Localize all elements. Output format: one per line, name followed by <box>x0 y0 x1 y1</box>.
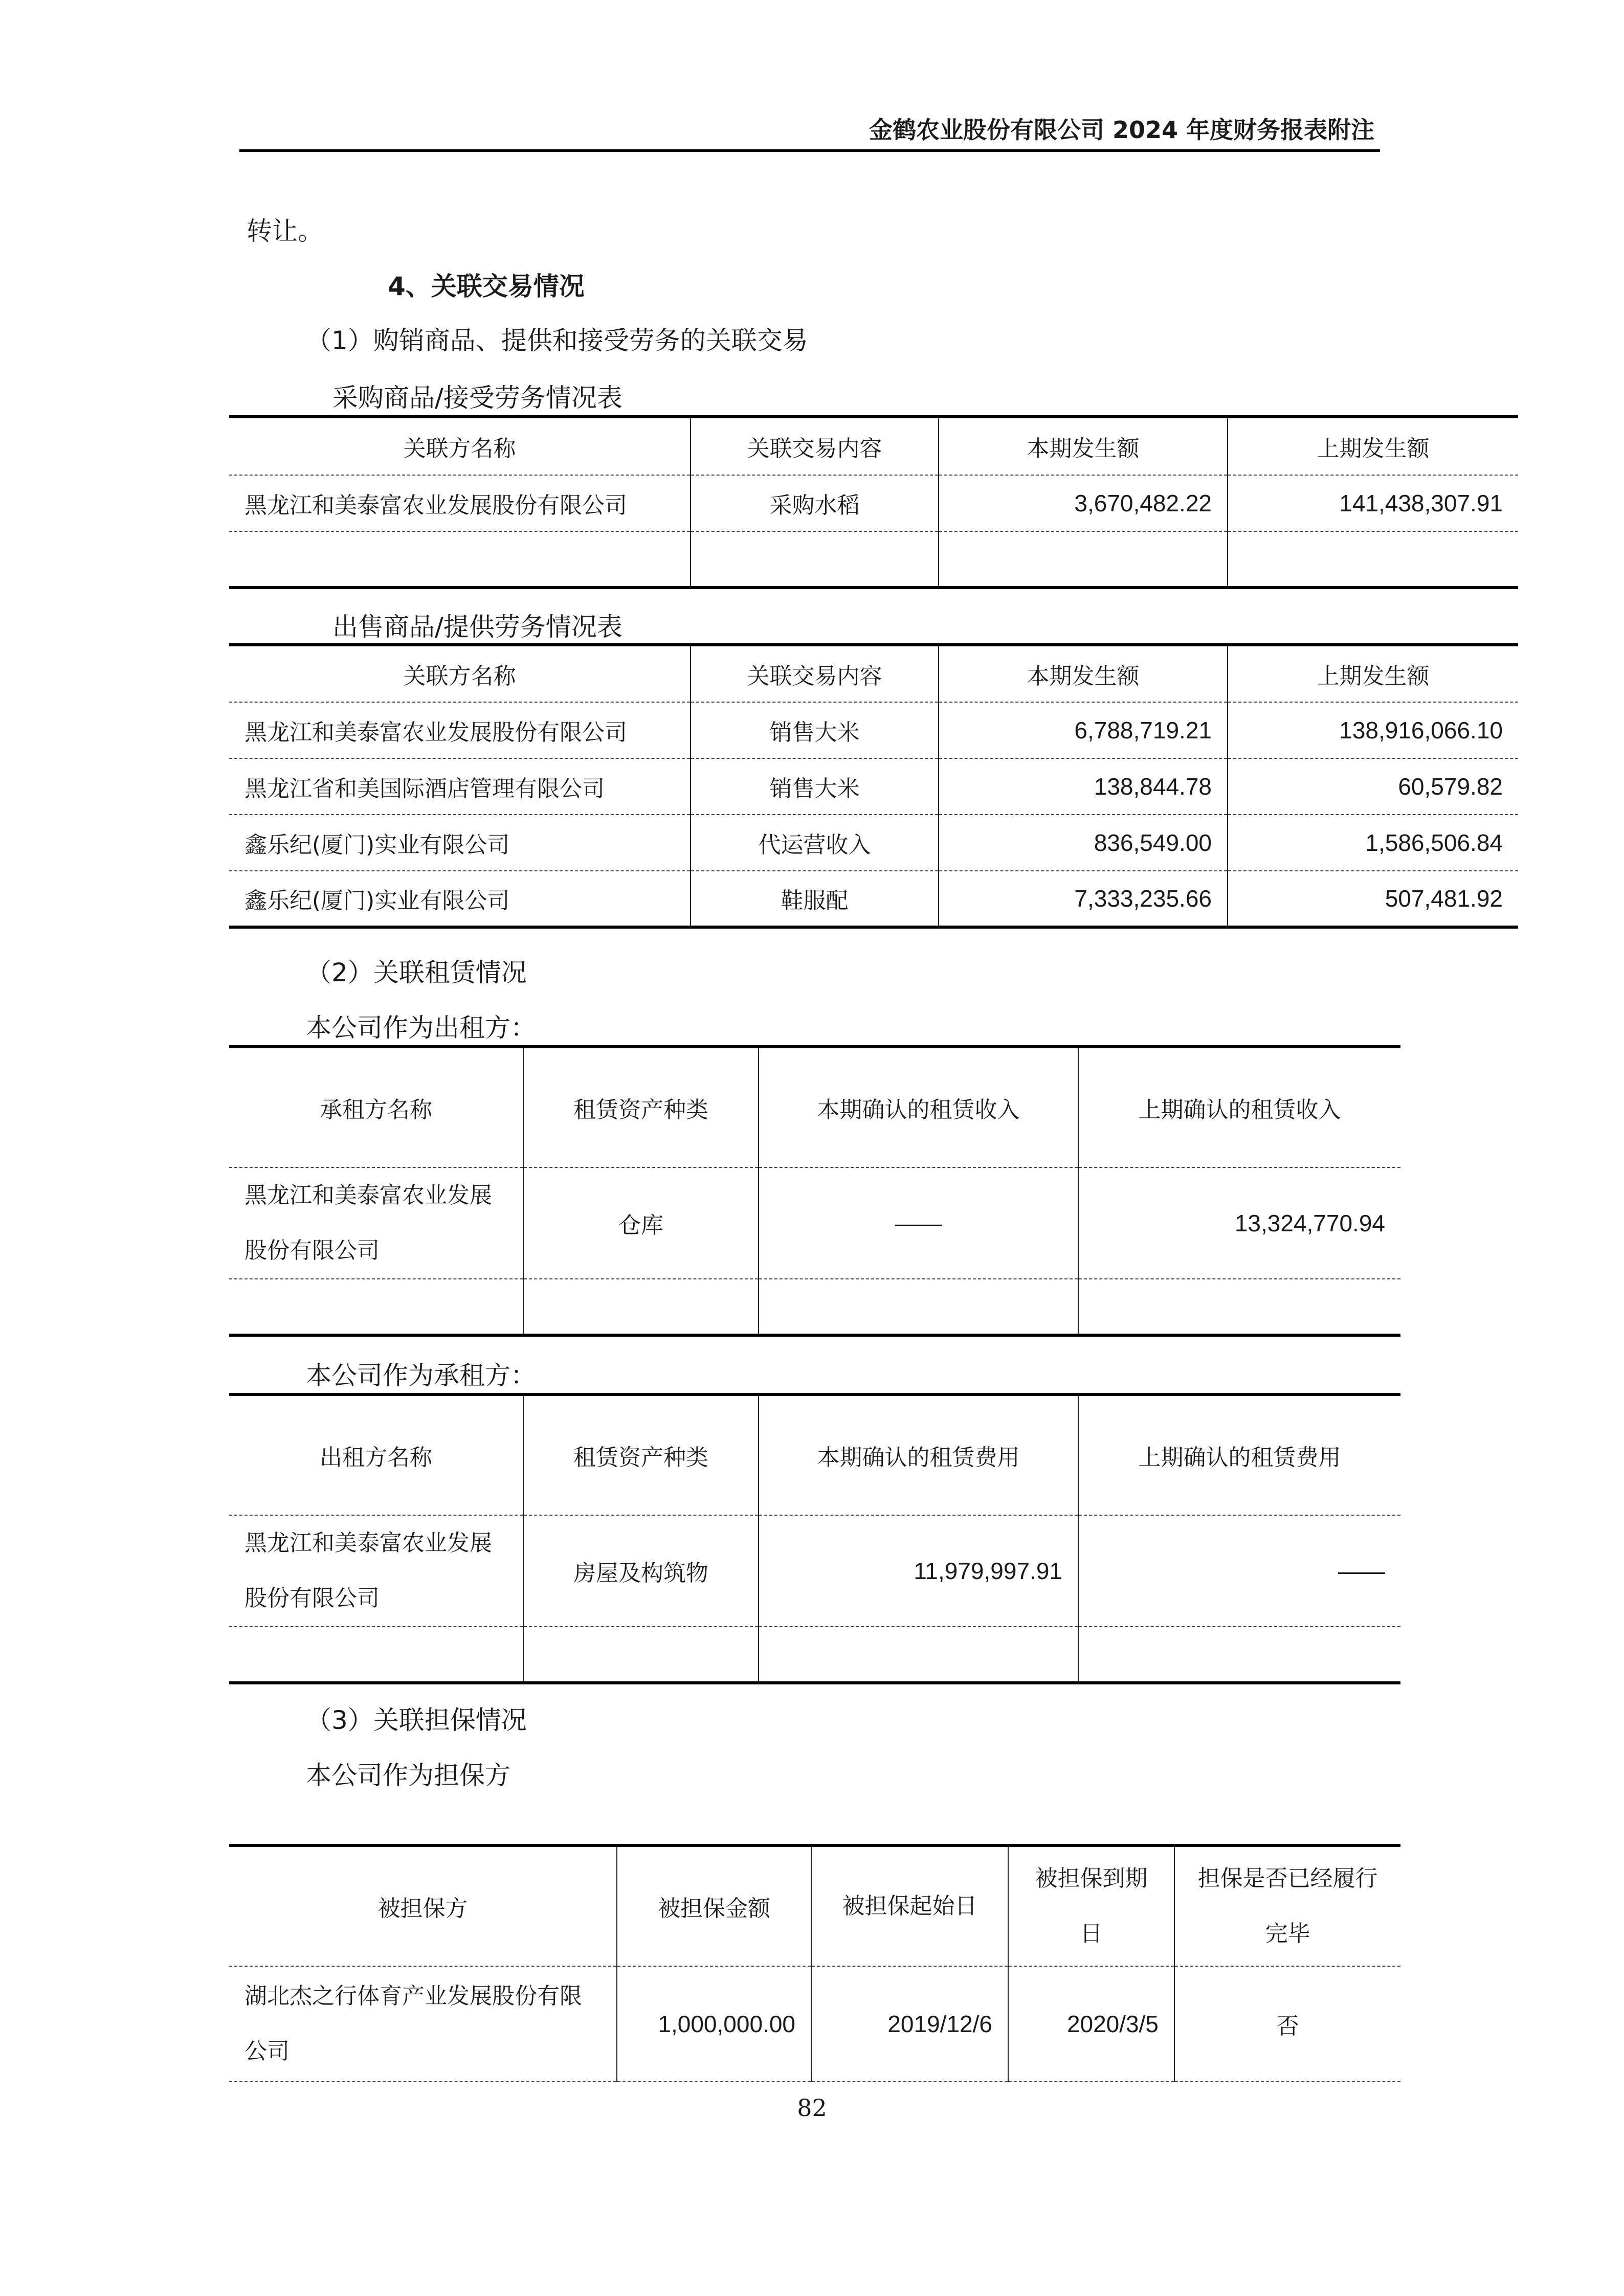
lessee-caption: 本公司作为承租方： <box>306 1361 536 1390</box>
lessee-name-cell: 黑龙江和美泰富农业发展股份有限公司 <box>229 1167 523 1279</box>
current-expense-cell <box>759 1627 1078 1683</box>
lessor-table <box>229 1045 1400 1337</box>
lessee-table <box>229 1393 1400 1684</box>
table-header-row <box>229 1845 1400 1966</box>
intro-text: 转让。 <box>247 216 323 246</box>
table-header-row <box>229 1047 1400 1167</box>
content-cell: 销售大米 <box>691 758 939 815</box>
table-row <box>229 1515 1400 1627</box>
party-cell: 鑫乐纪(厦门)实业有限公司 <box>229 815 691 871</box>
prior-expense-cell <box>1078 1627 1400 1683</box>
header-cell: 上期发生额 <box>1228 417 1518 475</box>
content-cell: 鞋服配 <box>691 871 939 927</box>
lessor-name-cell <box>229 1627 523 1683</box>
current-expense-cell: 11,979,997.91 <box>759 1515 1078 1627</box>
table-header-row <box>229 1394 1400 1515</box>
start-date-cell: 2019/12/6 <box>811 1966 1008 2082</box>
lessor-caption: 本公司作为出租方： <box>306 1013 536 1043</box>
current-amount-cell <box>939 531 1228 588</box>
header-cell: 关联方名称 <box>229 645 691 702</box>
header-cell: 关联方名称 <box>229 417 691 475</box>
prior-amount-cell: 138,916,066.10 <box>1228 702 1518 758</box>
table-row <box>229 758 1518 815</box>
header-cell: 本期确认的租赁费用 <box>759 1394 1078 1515</box>
prior-amount-cell: 141,438,307.91 <box>1228 475 1518 531</box>
header-cell: 上期确认的租赁收入 <box>1078 1047 1400 1167</box>
party-cell <box>229 531 691 588</box>
header-cell: 租赁资产种类 <box>523 1047 759 1167</box>
current-income-cell <box>759 1279 1078 1335</box>
asset-type-cell: 仓库 <box>523 1167 759 1279</box>
sales-table <box>229 643 1518 929</box>
party-cell: 黑龙江和美泰富农业发展股份有限公司 <box>229 702 691 758</box>
party-cell: 黑龙江和美泰富农业发展股份有限公司 <box>229 475 691 531</box>
prior-amount-cell: 1,586,506.84 <box>1228 815 1518 871</box>
header-cell: 被担保金额 <box>617 1845 811 1966</box>
page-number: 82 <box>797 2094 827 2122</box>
content-cell: 采购水稻 <box>691 475 939 531</box>
table-row <box>229 871 1518 927</box>
guarantor-caption: 本公司作为担保方 <box>306 1761 510 1790</box>
asset-type-cell <box>523 1279 759 1335</box>
current-amount-cell: 3,670,482.22 <box>939 475 1228 531</box>
completed-cell: 否 <box>1174 1966 1400 2082</box>
table-row <box>229 1627 1400 1683</box>
purchase-caption: 采购商品/接受劳务情况表 <box>332 383 622 413</box>
prior-amount-cell <box>1228 531 1518 588</box>
current-amount-cell: 138,844.78 <box>939 758 1228 815</box>
table-row <box>229 702 1518 758</box>
header-cell: 关联交易内容 <box>691 417 939 475</box>
header-cell: 本期发生额 <box>939 417 1228 475</box>
purchase-table <box>229 415 1518 589</box>
content-cell <box>691 531 939 588</box>
sub-3-title: （3）关联担保情况 <box>306 1705 527 1735</box>
table-row <box>229 1167 1400 1279</box>
header-cell: 被担保到期日 <box>1008 1845 1174 1966</box>
prior-amount-cell: 60,579.82 <box>1228 758 1518 815</box>
header-cell: 本期确认的租赁收入 <box>759 1047 1078 1167</box>
current-income-cell: —— <box>759 1167 1078 1279</box>
table-row <box>229 1279 1400 1335</box>
header-cell: 关联交易内容 <box>691 645 939 702</box>
guarantee-table <box>229 1844 1400 2082</box>
party-cell: 鑫乐纪(厦门)实业有限公司 <box>229 871 691 927</box>
sub-2-title: （2）关联租赁情况 <box>306 958 527 987</box>
current-amount-cell: 836,549.00 <box>939 815 1228 871</box>
header-cell: 担保是否已经履行完毕 <box>1174 1845 1400 1966</box>
content-cell: 销售大米 <box>691 702 939 758</box>
lessee-name-cell <box>229 1279 523 1335</box>
header-cell: 上期发生额 <box>1228 645 1518 702</box>
header-cell: 被担保起始日 <box>811 1845 1008 1966</box>
section-4-title: 4、关联交易情况 <box>388 272 585 301</box>
header-cell: 被担保方 <box>229 1845 617 1966</box>
header-divider <box>239 149 1380 152</box>
asset-type-cell <box>523 1627 759 1683</box>
table-row <box>229 475 1518 531</box>
prior-income-cell: 13,324,770.94 <box>1078 1167 1400 1279</box>
header-cell: 承租方名称 <box>229 1047 523 1167</box>
report-header-title: 金鹤农业股份有限公司 2024 年度财务报表附注 <box>869 116 1374 144</box>
table-row <box>229 815 1518 871</box>
header-cell: 上期确认的租赁费用 <box>1078 1394 1400 1515</box>
prior-expense-cell: —— <box>1078 1515 1400 1627</box>
end-date-cell: 2020/3/5 <box>1008 1966 1174 2082</box>
content-cell: 代运营收入 <box>691 815 939 871</box>
current-amount-cell: 6,788,719.21 <box>939 702 1228 758</box>
sub-1-title: （1）购销商品、提供和接受劳务的关联交易 <box>306 326 808 355</box>
prior-amount-cell: 507,481.92 <box>1228 871 1518 927</box>
lessor-name-cell: 黑龙江和美泰富农业发展股份有限公司 <box>229 1515 523 1627</box>
table-row <box>229 1966 1400 2082</box>
header-cell: 本期发生额 <box>939 645 1228 702</box>
guarantee-amount-cell: 1,000,000.00 <box>617 1966 811 2082</box>
current-amount-cell: 7,333,235.66 <box>939 871 1228 927</box>
prior-income-cell <box>1078 1279 1400 1335</box>
party-cell: 黑龙江省和美国际酒店管理有限公司 <box>229 758 691 815</box>
table-header-row <box>229 417 1518 475</box>
header-cell: 租赁资产种类 <box>523 1394 759 1515</box>
guaranteed-party-cell: 湖北杰之行体育产业发展股份有限公司 <box>229 1966 617 2082</box>
table-row <box>229 531 1518 588</box>
asset-type-cell: 房屋及构筑物 <box>523 1515 759 1627</box>
header-cell: 出租方名称 <box>229 1394 523 1515</box>
table-header-row <box>229 645 1518 702</box>
sales-caption: 出售商品/提供劳务情况表 <box>332 612 622 642</box>
